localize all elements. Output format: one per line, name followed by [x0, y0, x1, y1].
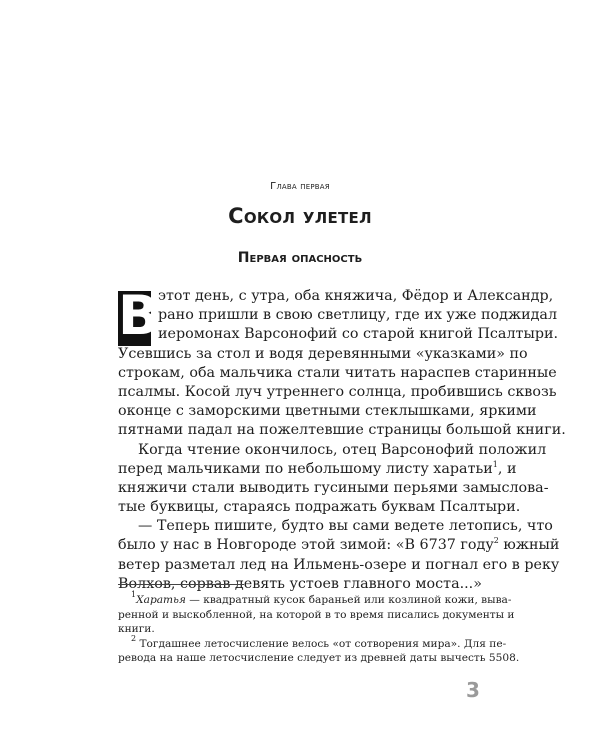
text-fragment: , и — [497, 460, 517, 477]
footnote-divider — [118, 584, 244, 585]
text-line — [118, 536, 560, 555]
text-fragment: было у нас в Новгороде этой зимой: «В 6737 году — [118, 537, 494, 554]
footnote-text: — квадратный кусок бараньей или козлиной кожи, выва- — [185, 594, 512, 606]
section-title: Первая опасность — [237, 250, 363, 266]
text-fragment: южный — [498, 537, 560, 554]
text-line: Волхов, сорвав девять устоев главного моста...» — [118, 575, 482, 592]
body-text — [118, 284, 566, 594]
text-line: ветер разметал лед на Ильмень-озере и погнал его в реку — [118, 556, 560, 573]
text-line: Усевшись за стол и водя деревянными «указками» по — [118, 345, 528, 362]
text-line: княжичи стали выводить гусиными перьями замыслова- — [118, 479, 549, 496]
text-line: рано пришли в свою светлицу, где их уже поджидал — [158, 307, 558, 324]
footnote-marker: 1 — [131, 590, 137, 599]
footnote-line: ревода на наше летосчисление следует из древней даты вычесть 5508. — [118, 652, 520, 665]
drop-cap-letter: В — [118, 284, 160, 347]
text-line: Когда чтение окончилось, отец Варсонофий положил — [138, 441, 547, 458]
text-line: пятнами падал на пожелтевшие страницы большой книги. — [118, 422, 566, 439]
text-line: строкам, оба мальчика стали читать нараспев старинные — [118, 364, 557, 381]
footnote-text: Тогдашнее летосчисление велось «от сотворения мира». Для пе- — [136, 637, 507, 650]
footnote-line: книги. — [118, 623, 155, 636]
footnote-2 — [118, 633, 507, 652]
text-line: оконце с заморскими цветными стеклышками, яркими — [118, 403, 537, 420]
page-number: 3 — [466, 678, 480, 702]
text-line: — Теперь пишите, будто вы сами ведете летопись, что — [138, 518, 553, 535]
text-line: псалмы. Косой луч утреннего солнца, пробившись сквозь — [118, 383, 557, 400]
footnotes — [118, 590, 520, 666]
text-line: иеромонах Варсонофий со старой книгой Псалтыри. — [158, 326, 559, 343]
text-line: этот день, с утра, оба княжича, Фёдор и Александр, — [158, 288, 554, 304]
footnote-ref-2[interactable]: 2 — [493, 536, 499, 546]
chapter-label: Глава первая — [270, 181, 330, 192]
footnote-ref-1[interactable]: 1 — [492, 459, 498, 469]
text-fragment: перед мальчиками по небольшому листу харатьи — [118, 460, 493, 477]
footnote-line: ренной и выскобленной, на которой в то время писались документы и — [118, 608, 515, 621]
footnote-term: Харатья — [136, 594, 186, 606]
text-line: тые буквицы, стараясь подражать буквам Псалтыри. — [118, 499, 521, 516]
chapter-title: Сокол улетел — [228, 204, 372, 228]
footnote-1 — [118, 590, 512, 608]
footnote-marker: 2 — [131, 633, 137, 643]
text-line — [118, 459, 517, 479]
